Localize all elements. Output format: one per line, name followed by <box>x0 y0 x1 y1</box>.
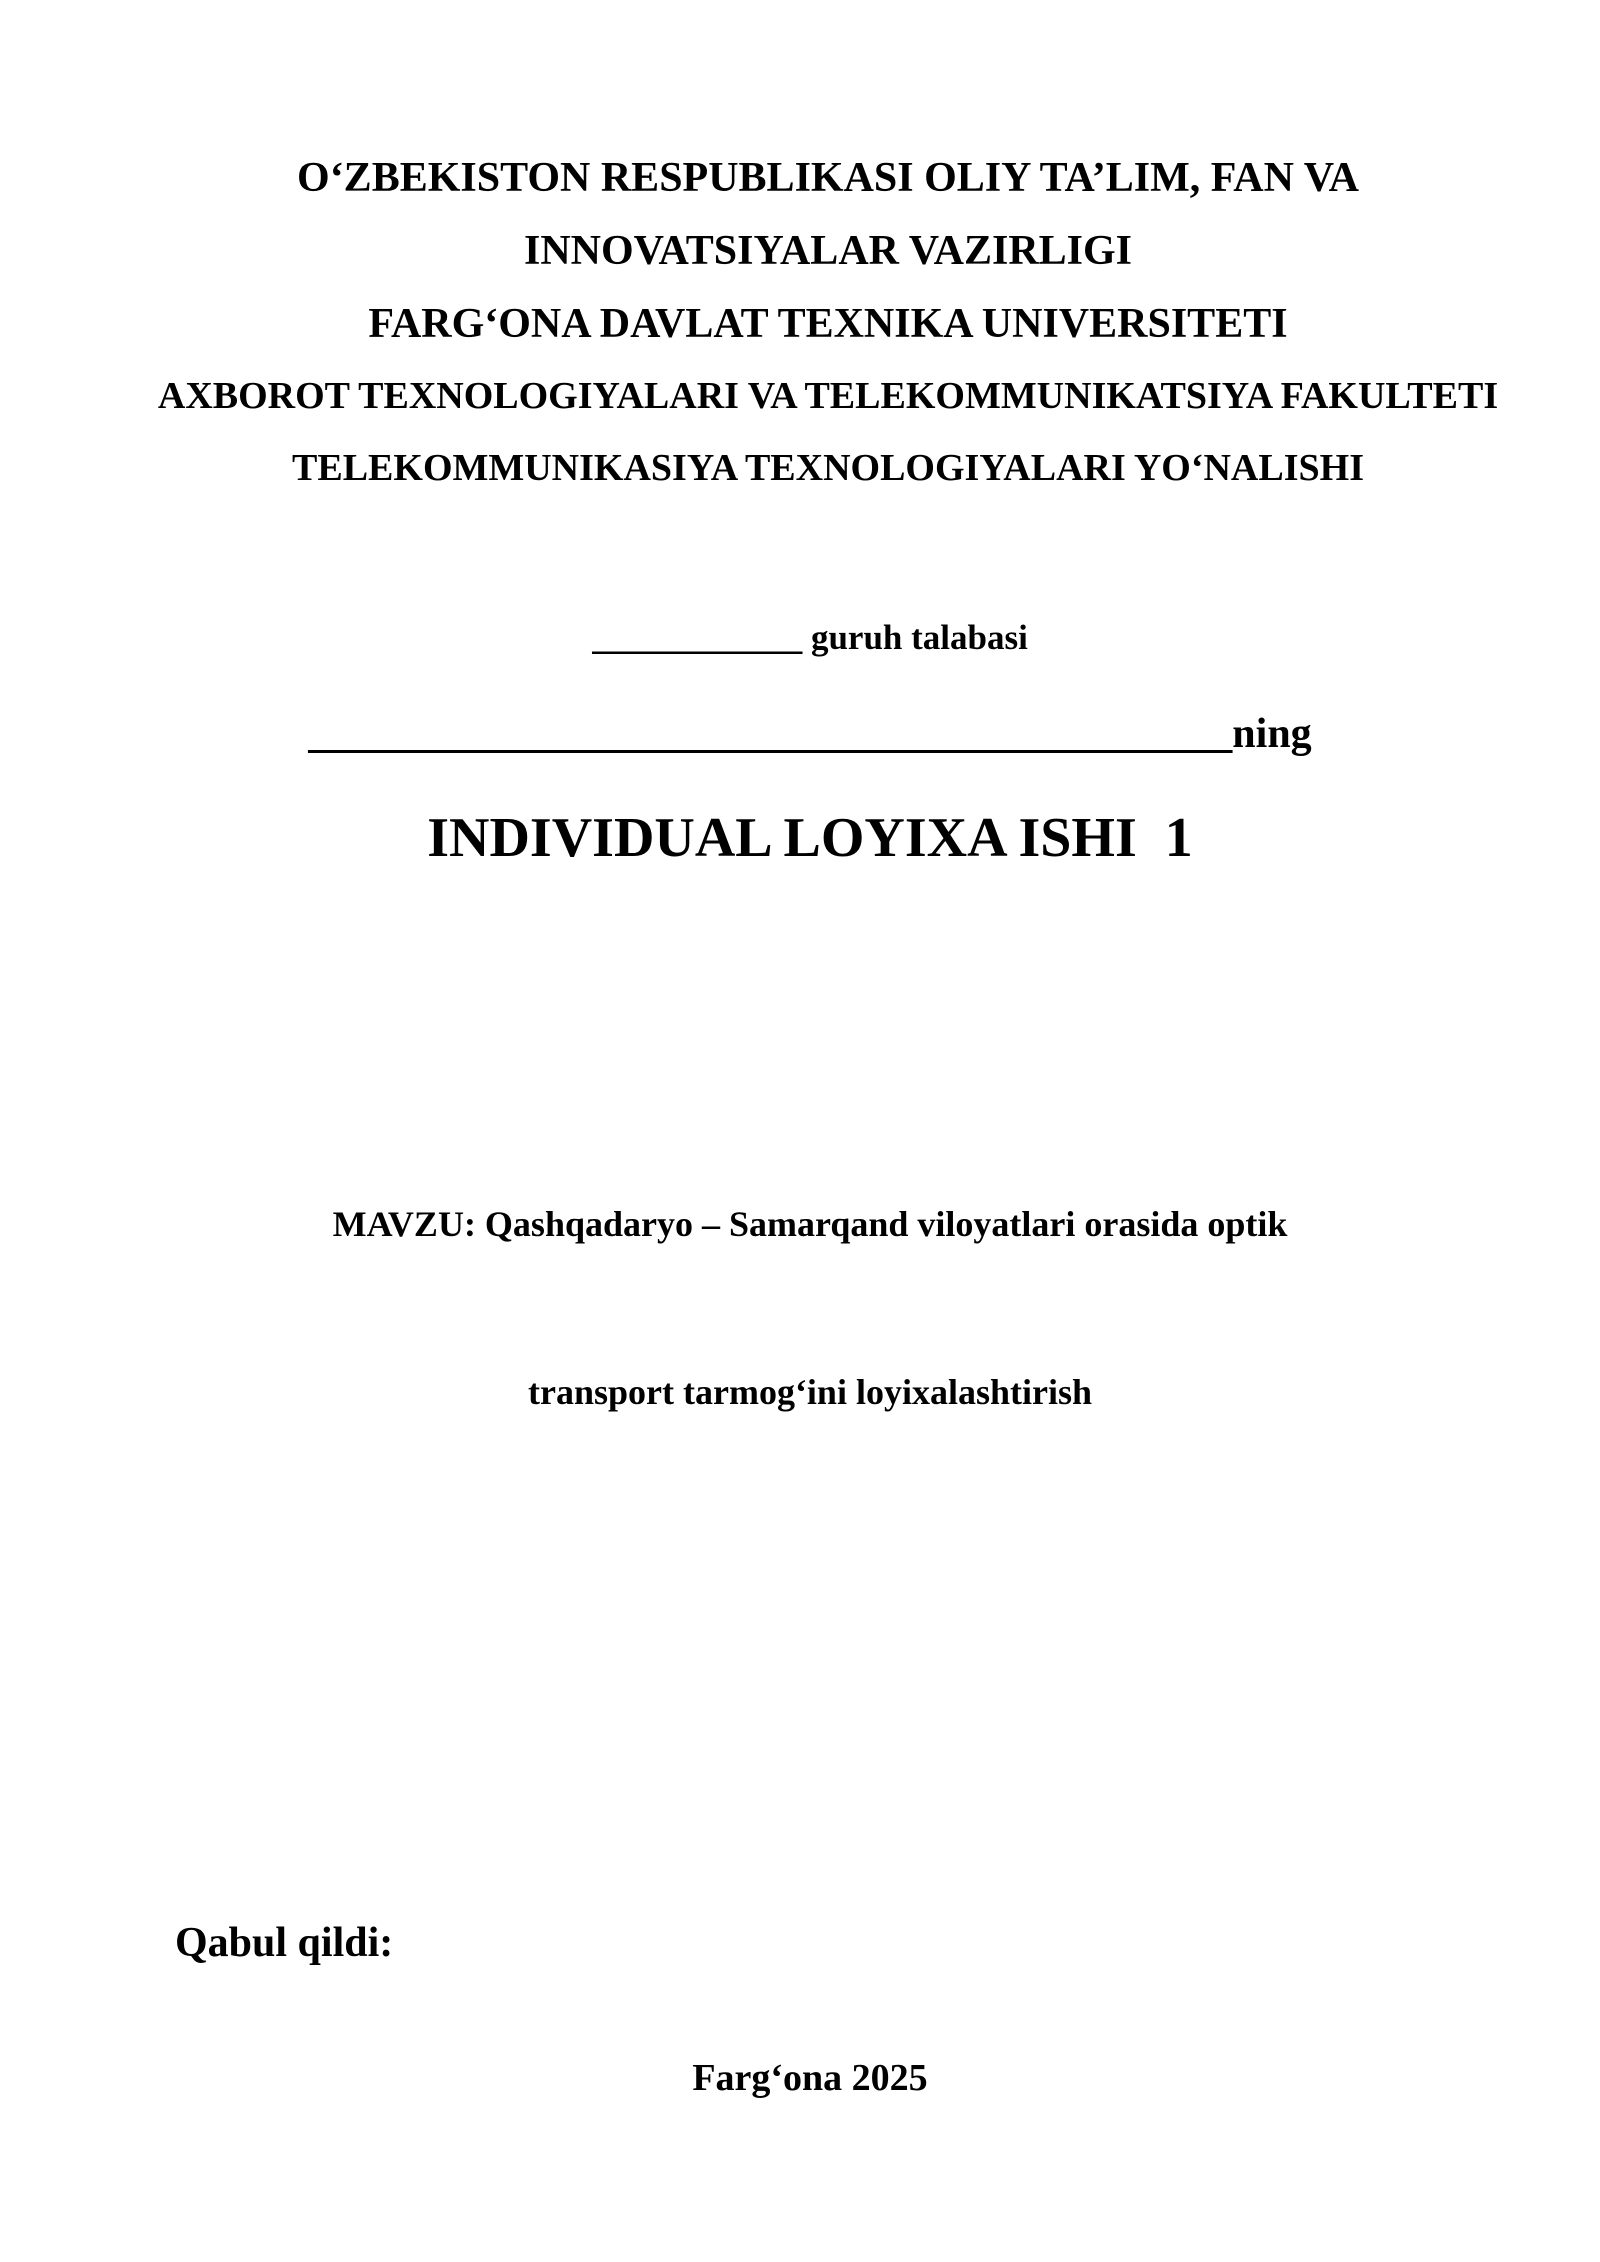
student-name-line <box>0 710 1600 758</box>
city-year-line: Farg‘ona 2025 <box>692 2057 928 2099</box>
topic-line-1: MAVZU: Qashqadaryo – Samarqand viloyatlari orasida optik <box>332 1204 1288 1244</box>
topic-block <box>0 1084 1600 1532</box>
group-student-label: guruh talabasi <box>802 618 1028 657</box>
university-name-line: FARG‘ONA DAVLAT TEXNIKA UNIVERSITETI <box>368 301 1288 347</box>
topic-line-2: transport tarmog‘ini loyixalashtirish <box>528 1372 1092 1412</box>
accepted-by-label: Qabul qildi: <box>175 1920 394 1966</box>
faculty-line: AXBOROT TEXNOLOGIYALARI VA TELEKOMMUNIKATSIYA FAKULTETI <box>157 375 1499 417</box>
ministry-line-2: INNOVATSIYALAR VAZIRLIGI <box>523 228 1133 274</box>
student-name-blank-underline: ____________________________________________ <box>308 711 1233 757</box>
direction-line: TELEKOMMUNIKASIYA TEXNOLOGIYALARI YO‘NALISHI <box>292 447 1364 489</box>
group-student-line <box>0 618 1600 658</box>
student-name-suffix: ning <box>1232 711 1312 757</box>
ministry-line-1: O‘ZBEKISTON RESPUBLIKASI OLIY TA’LIM, FAN VA <box>297 155 1359 201</box>
document-title: INDIVIDUAL LOYIXA ISHI 1 <box>427 807 1193 869</box>
group-blank-underline: ____________ <box>592 618 803 657</box>
